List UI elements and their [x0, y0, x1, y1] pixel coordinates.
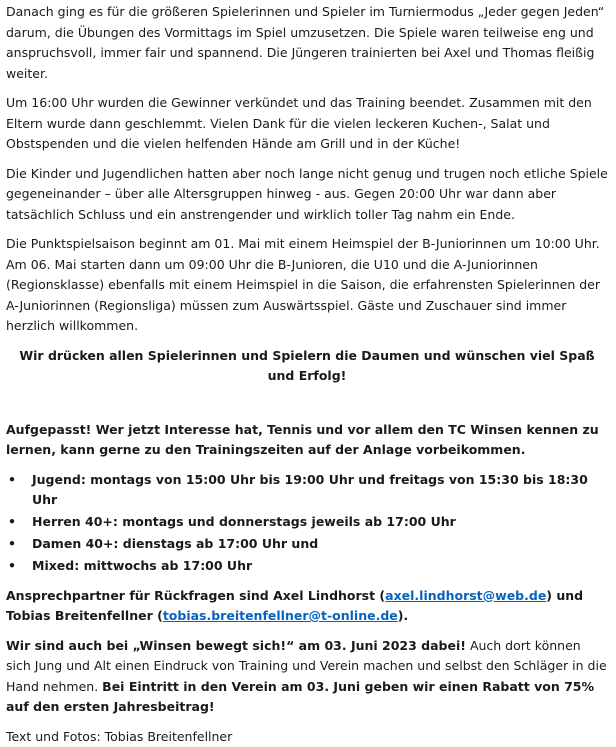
list-item-text: Herren 40+: montags und donnerstags jeweils ab 17:00 Uhr [32, 514, 456, 529]
bullet-icon: • [8, 512, 16, 533]
event-announcement: Wir sind auch bei „Winsen bewegt sich!“ am 03. Juni 2023 dabei! [6, 638, 466, 653]
paragraph-event [6, 636, 608, 718]
paragraph-tournament: Danach ging es für die größeren Spielerinnen und Spieler im Turniermodus „Jeder gegen Jeden“ darum, die Übungen des Vormittags im Spiel umzusetzen. Die Spiele waren teilweise eng und anspruchsvoll, immer fair und spannend. Die Jüngeren trainierten bei Axel und Thomas fleißig weiter. [6, 2, 608, 84]
paragraph-good-luck: Wir drücken allen Spielerinnen und Spielern die Daumen und wünschen viel Spaß und Erfolg! [6, 346, 608, 387]
contact-prefix: Ansprechpartner für Rückfragen sind Axel Lindhorst ( [6, 588, 385, 603]
list-item-text: Jugend: montags von 15:00 Uhr bis 19:00 Uhr und freitags von 15:30 bis 18:30 Uhr [32, 472, 588, 508]
list-item [6, 556, 608, 577]
list-item [6, 534, 608, 555]
event-discount: Bei Eintritt in den Verein am 03. Juni geben wir einen Rabatt von 75% auf den ersten Jahresbeitrag! [6, 679, 594, 715]
paragraph-evening: Die Kinder und Jugendlichen hatten aber noch lange nicht genug und trugen noch etliche Spiele gegeneinander – über alle Altersgruppen hinweg - aus. Gegen 20:00 Uhr war dann aber tatsächlich Schluss und ein anstrengender und wirklich toller Tag nahm ein Ende. [6, 164, 608, 226]
list-item [6, 470, 608, 511]
paragraph-invitation: Aufgepasst! Wer jetzt Interesse hat, Tennis und vor allem den TC Winsen kennen zu lernen, kann gerne zu den Trainingszeiten auf der Anlage vorbeikommen. [6, 420, 608, 461]
email-link-tobias[interactable]: tobias.breitenfellner@t-online.de [163, 608, 398, 623]
email-link-axel[interactable]: axel.lindhorst@web.de [385, 588, 546, 603]
event-description: Auch dort können sich Jung und Alt einen Eindruck von Training und Verein machen und selbst den Schläger in die Hand nehmen. [6, 638, 607, 694]
training-times-list [6, 470, 608, 577]
paragraph-season: Die Punktspielsaison beginnt am 01. Mai mit einem Heimspiel der B-Juniorinnen um 10:00 Uhr. Am 06. Mai starten dann um 09:00 Uhr die B-Junioren, die U10 und die A-Juniorinnen (Regionsklasse) ebenfalls mit einem Heimspiel in die Saison, die erfahrensten Spielerinnen der A-Juniorinnen (Regionsliga) müssen zum Auswärtsspiel. Gäste und Zuschauer sind immer herzlich willkommen. [6, 234, 608, 337]
bullet-icon: • [8, 534, 16, 555]
paragraph-contact [6, 586, 608, 627]
bullet-icon: • [8, 556, 16, 577]
contact-suffix: ). [398, 608, 408, 623]
contact-middle: ) und Tobias Breitenfellner ( [6, 588, 583, 624]
paragraph-winners: Um 16:00 Uhr wurden die Gewinner verkündet und das Training beendet. Zusammen mit den Eltern wurde dann geschlemmt. Vielen Dank für die vielen leckeren Kuchen-, Salat und Obstspenden und die vielen helfenden Hände am Grill und in der Küche! [6, 93, 608, 155]
list-item-text: Damen 40+: dienstags ab 17:00 Uhr und [32, 536, 318, 551]
credits-line: Text und Fotos: Tobias Breitenfellner [6, 727, 608, 747]
list-item-text: Mixed: mittwochs ab 17:00 Uhr [32, 558, 252, 573]
bullet-icon: • [8, 470, 16, 491]
list-item [6, 512, 608, 533]
spacer [6, 396, 608, 420]
